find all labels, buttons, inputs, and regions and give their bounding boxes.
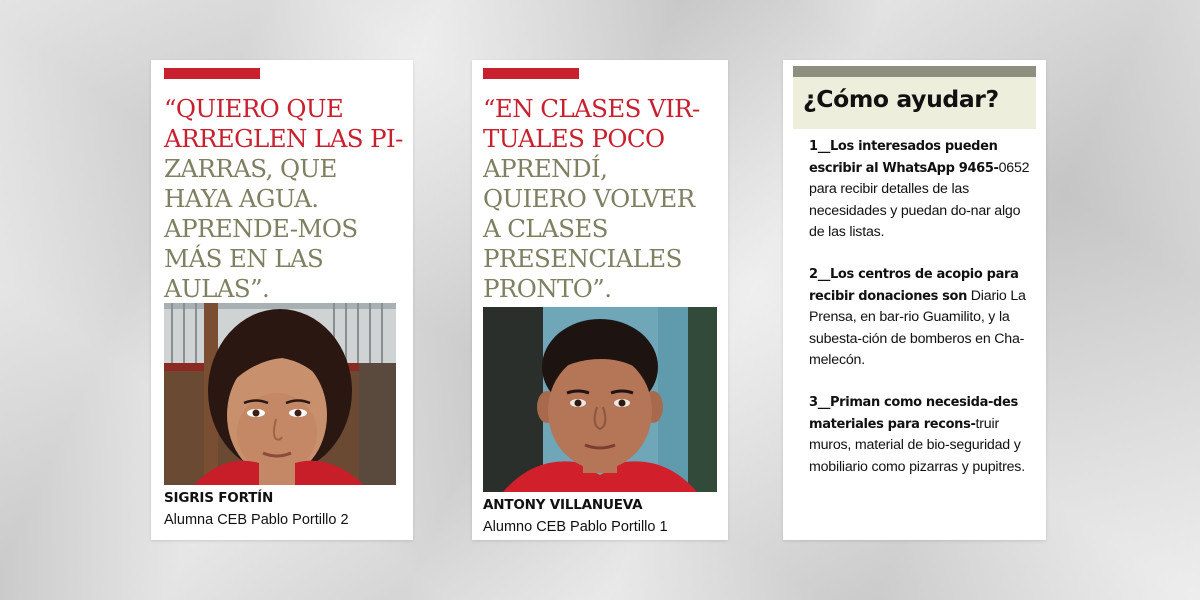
quote-card-sigris <box>151 60 413 540</box>
student-role: Alumno CEB Pablo Portillo 1 <box>483 519 668 535</box>
red-accent-bar <box>164 68 260 79</box>
header-top-bar <box>793 66 1036 77</box>
student-photo-girl <box>164 303 396 485</box>
quote-text <box>483 94 715 304</box>
quote-red-part: “EN CLASES VIR-TUALES POCO <box>483 94 700 153</box>
quote-card-antony <box>472 60 728 540</box>
help-item-text: truir muros, material de bio-seguridad y mobiliario como pizarras y pupitres. <box>809 415 1025 475</box>
help-item-bold: 1__Los interesados pueden escribir al WhatsApp 9465- <box>809 139 999 176</box>
help-item-text: Diario La Prensa, en bar-rio Guamilito, y la subesta-ción de bomberos en Cha-melecón. <box>809 287 1026 369</box>
help-item <box>809 264 1031 372</box>
help-item-bold: 2__Los centros de acopio para recibir donaciones son <box>809 266 1019 304</box>
quote-text <box>164 94 404 304</box>
quote-gray-part: APRENDÍ, QUIERO VOLVER A CLASES PRESENCIALES PRONTO”. <box>483 154 695 303</box>
portrait-image <box>483 307 717 492</box>
help-list <box>809 136 1031 498</box>
help-title <box>793 77 1036 129</box>
quote-red-part: “QUIERO QUE ARREGLEN LAS PI- <box>164 94 403 153</box>
student-photo-boy <box>483 307 717 492</box>
help-item <box>809 136 1031 244</box>
portrait-image <box>164 303 396 485</box>
student-name: SIGRIS FORTÍN <box>164 490 274 506</box>
help-item-bold: 3__Priman como necesida-des materiales para recons- <box>809 394 1018 432</box>
red-accent-bar <box>483 68 579 79</box>
student-name: ANTONY VILLANUEVA <box>483 497 643 513</box>
help-title-text: ¿Cómo ayudar? <box>803 85 999 113</box>
student-role: Alumna CEB Pablo Portillo 2 <box>164 512 349 528</box>
how-to-help-card <box>783 60 1046 540</box>
help-item-text: 0652 para recibir detalles de las necesidades y puedan do-nar algo de las listas. <box>809 159 1030 241</box>
help-item <box>809 392 1031 478</box>
quote-gray-part: ZARRAS, QUE HAYA AGUA. APRENDE-MOS MÁS EN LAS AULAS”. <box>164 154 358 303</box>
